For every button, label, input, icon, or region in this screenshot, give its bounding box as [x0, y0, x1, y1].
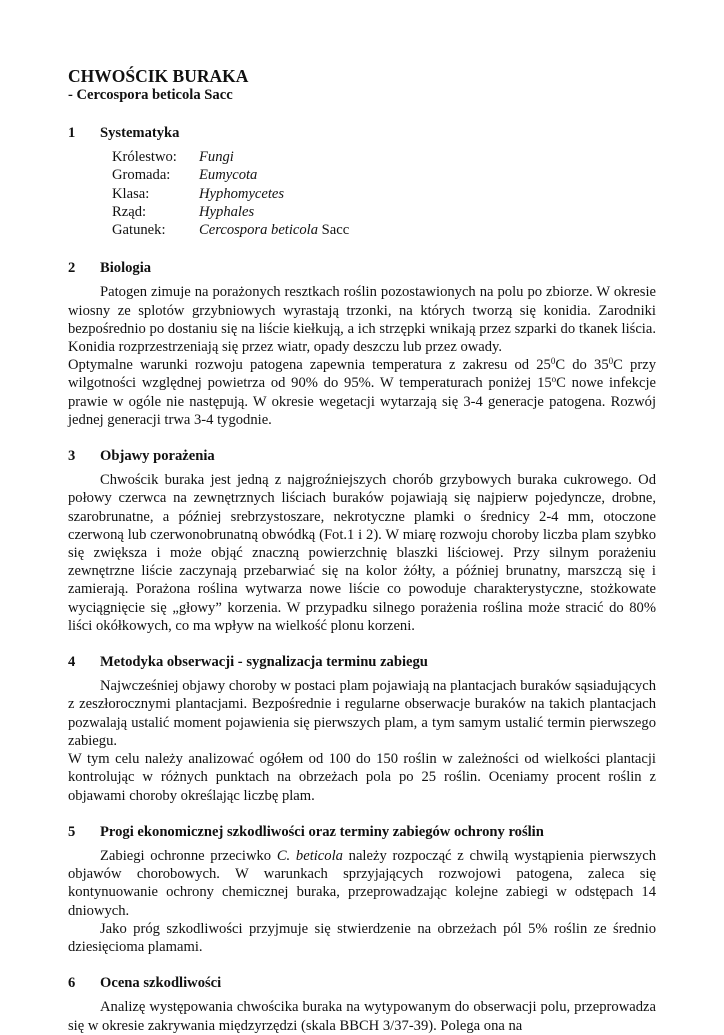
taxonomy-row — [112, 203, 656, 221]
section-title: Biologia — [100, 260, 152, 277]
text-run: C nowe infekcje prawie w ogóle nie następują. W okresie wegetacji wytarzają się 3-4 generacje patogena. Rozwój jednej generacji trwa 3-4 tygodnie. — [68, 375, 657, 428]
section-metodyka — [68, 653, 656, 805]
paragraph: Chwościk buraka jest jedną z najgroźniejszych chorób grzybowych buraka cukrowego. Od połowy czerwca na zewnętrznych liściach buraków pojawiają się najpierw pojedyncze, drobne, szarobrunatne, a później srebrzystoszare, nekrotyczne plamki o średnicy 2-4 mm, otoczone czerwoną lub czerwonobrunatną obwódką (Fot.1 i 2). W miarę rozwoju choroby liczba plam szybko się zwiększa i może objąć znaczną powierzchnię blaszki liściowej. Przy silnym porażeniu zewnętrzne liście zaczynają przebarwiać się na kolor żółty, a później brunatny, marszczą się i zamierają. Porażona roślina wytwarza nowe liście co powoduje charakterystyczne, stożkowate wyciągnięcie się „głowy” korzenia. W przypadku silnego porażenia roślina może stracić do 80% liści okółkowych, co ma wpływ na wielkość plonu korzeni. — [68, 472, 656, 634]
paragraph: W tym celu należy analizować ogółem od 100 do 150 roślin w zależności od wielkości plantacji kontrolując w różnych punktach na obrzeżach pola po 25 roślin. Oceniamy procent roślin z objawami choroby określając liczbę plam. — [68, 751, 656, 804]
taxonomy-value: Fungi — [199, 149, 234, 166]
taxonomy-key: Rząd: — [112, 203, 147, 220]
document-subtitle: - Cercospora beticola Sacc — [68, 87, 233, 103]
text-run: C przy wilgotności względnej powietrza od 90% do 95%. W temperaturach poniżej 15 — [68, 357, 656, 392]
taxonomy-key: Klasa: — [112, 185, 150, 202]
taxonomy-value: Hyphales — [199, 203, 255, 220]
section-title: Ocena szkodliwości — [100, 975, 222, 992]
section-heading — [68, 823, 656, 841]
taxonomy-author: Sacc — [318, 222, 350, 239]
section-number: 2 — [68, 260, 76, 277]
section-title: Metodyka obserwacji - sygnalizacja terminu zabiegu — [100, 654, 428, 671]
section-systematyka — [68, 124, 656, 239]
section-title: Progi ekonomicznej szkodliwości oraz terminy zabiegów ochrony roślin — [100, 823, 544, 840]
document-title: CHWOŚCIK BURAKA — [68, 66, 249, 86]
text-run: C do 35 — [555, 357, 609, 374]
taxonomy-row — [112, 185, 656, 203]
taxonomy-value: Eumycota — [199, 167, 258, 184]
text-run: należy rozpocząć z chwilą wystąpienia pierwszych objawów chorobowych. W warunkach sprzyjających rozwojowi patogena, zaleca się kontynuowanie ochrony chemicznej buraka, przeprowadzając kolejne zabiegi w odstępach 14 dniowych. — [68, 847, 657, 919]
section-number: 5 — [68, 823, 76, 840]
section-progi — [68, 823, 656, 956]
section-heading — [68, 447, 656, 465]
section-title: Objawy porażenia — [100, 448, 215, 465]
paragraph — [68, 847, 656, 920]
paragraph: Jako próg szkodliwości przyjmuje się stwierdzenie na obrzeżach pól 5% roślin ze średnio dziesięcioma plamami. — [68, 920, 656, 955]
text-run: Zabiegi ochronne przeciwko — [100, 847, 277, 864]
section-heading — [68, 653, 656, 671]
section-heading — [68, 974, 656, 992]
species-name: C. beticola — [276, 847, 343, 864]
taxonomy-species: Cercospora beticola — [199, 222, 319, 239]
section-heading — [68, 259, 656, 277]
taxonomy-row — [112, 221, 656, 239]
superscript: 0 — [550, 356, 556, 367]
taxonomy-key: Gatunek: — [112, 222, 166, 239]
section-number: 4 — [68, 654, 76, 671]
taxonomy-row — [112, 166, 656, 184]
section-number: 1 — [68, 125, 76, 141]
superscript: o — [551, 374, 557, 385]
taxonomy-value: Hyphomycetes — [199, 185, 285, 202]
paragraph: Patogen zimuje na porażonych resztkach roślin pozostawionych na polu po zbiorze. W okresie wiosny ze splotów grzybniowych wyrastają trzonki, na których tworzą się konidia. Zarodniki bezpośrednio po dostaniu się na liście kiełkują, a ich strzępki wnikają przez szparki do tkanek liścia. Konidia rozprzestrzeniają się przez wiatr, opady deszczu lub przez owady. — [68, 284, 656, 356]
superscript: 0 — [608, 356, 614, 367]
taxonomy-key: Królestwo: — [112, 149, 177, 166]
section-title: Systematyka — [100, 125, 180, 141]
taxonomy-value — [199, 221, 349, 239]
taxonomy-list — [112, 148, 656, 239]
text-run: Optymalne warunki rozwoju patogena zapewnia temperatura z zakresu od 25 — [68, 357, 551, 374]
taxonomy-row — [112, 148, 656, 166]
paragraph: Analizę występowania chwościka buraka na wytypowanym do obserwacji polu, przeprowadza się w okresie zakrywania międzyrzędzi (skala BBCH 3/37-39). Polega ona na — [68, 999, 656, 1034]
section-ocena — [68, 974, 656, 1035]
section-number: 3 — [68, 448, 76, 465]
section-objawy — [68, 447, 656, 635]
taxonomy-key: Gromada: — [112, 167, 171, 184]
paragraph — [68, 356, 656, 429]
section-number: 6 — [68, 975, 76, 992]
section-biologia — [68, 259, 656, 429]
paragraph: Najwcześniej objawy choroby w postaci plam pojawiają na plantacjach buraków sąsiadujących z zeszłorocznymi plantacjami. Bezpośrednie i regularne obserwacje buraków na takich plantacjach pozwalają ustalić moment pojawienia się pierwszych plam, a tym samym ustalić termin pierwszego zabiegu. — [68, 678, 656, 749]
section-heading — [68, 124, 656, 142]
